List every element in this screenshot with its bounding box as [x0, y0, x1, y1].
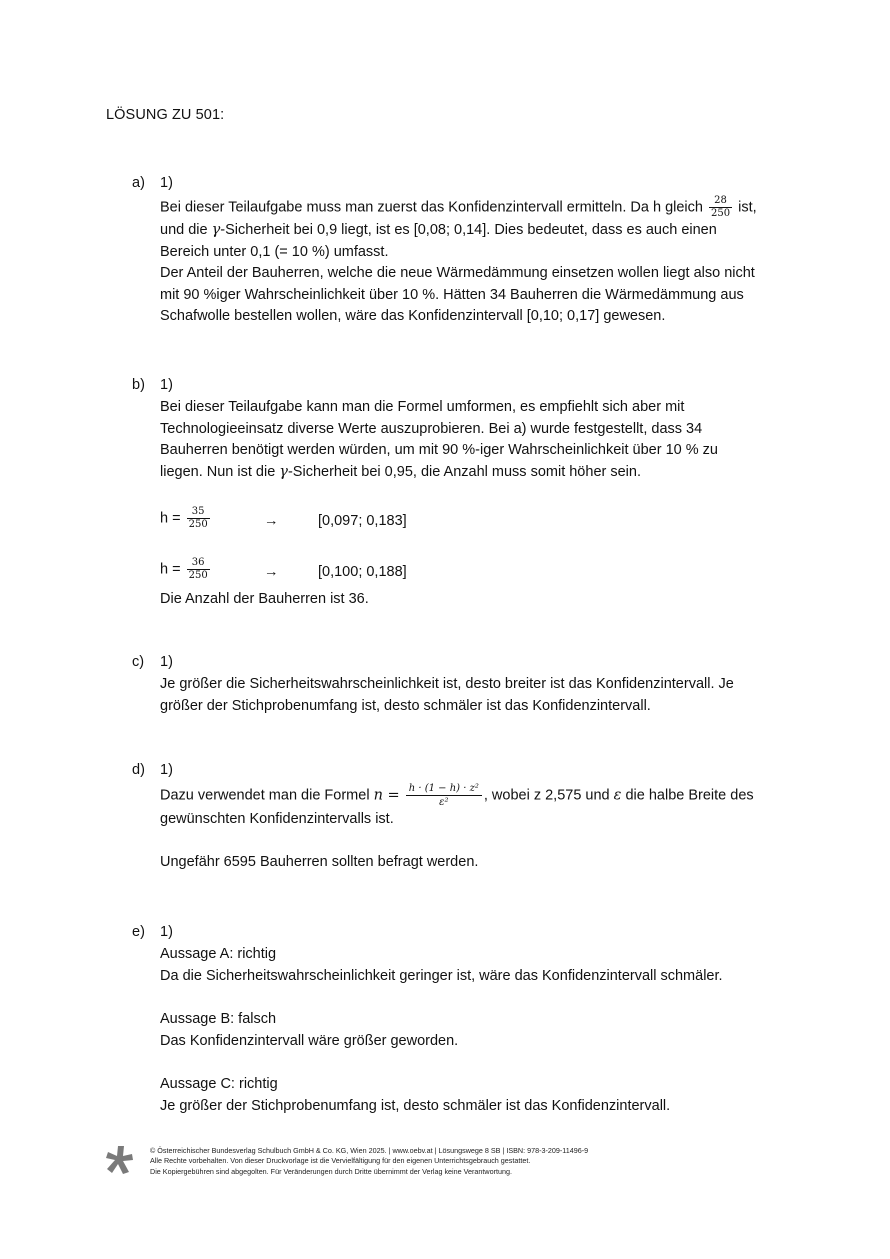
section-a-line — [160, 195, 790, 220]
fraction-numerator: 28 — [709, 195, 732, 208]
section-b-line: Technologieeinsatz diverse Werte auszuprobieren. Bei a) wurde festgestellt, dass 34 — [160, 420, 703, 437]
liability-line: Die Kopiergebühren sind abgegolten. Für Veränderungen durch Dritte übernimmt der Verlag keine Verantwortung. — [150, 1166, 512, 1176]
formula-numerator: h · (1 − h) · z² — [406, 782, 482, 796]
section-b-text — [160, 397, 790, 483]
section-a-line: Der Anteil der Bauherren, welche die neue Wärmedämmung einsetzen wollen liegt also nicht — [160, 265, 755, 282]
section-a-line: Schafwolle bestellen wollen, wäre das Konfidenzintervall [0,10; 0,17] gewesen. — [160, 308, 666, 325]
section-a-line: mit 90 %iger Wahrscheinlichkeit über 10 %. Hätten 34 Bauherren die Wärmedämmung aus — [160, 286, 744, 303]
section-e-letter: e) — [132, 924, 145, 940]
section-c-letter: c) — [132, 654, 145, 670]
text-fragment: und die — [160, 222, 208, 238]
fraction-28-250 — [709, 195, 732, 220]
fraction-36-250 — [187, 557, 210, 582]
text-fragment: liegen. Nun ist die — [160, 463, 276, 480]
arrow-right-icon: → — [264, 564, 279, 580]
section-e-number: 1) — [160, 924, 173, 940]
statement-c-text: Je größer der Stichprobenumfang ist, desto schmäler ist das Konfidenzintervall. — [160, 1097, 671, 1114]
section-b-line: Bauherren benötigt werden würden, um mit 90 %-iger Wahrscheinlichkeit über 10 % zu — [160, 442, 718, 459]
confidence-interval: [0,097; 0,183] — [318, 513, 407, 529]
section-a-text — [160, 195, 790, 328]
publisher-logo-icon — [104, 1144, 136, 1176]
gamma-symbol: γ — [211, 222, 221, 238]
calc-row-35 — [160, 506, 760, 536]
section-e-text — [160, 944, 790, 1118]
statement-b-text: Das Konfidenzintervall wäre größer geworden. — [160, 1032, 459, 1049]
text-fragment: Bei dieser Teilaufgabe muss man zuerst das Konfidenzintervall ermitteln. Da h gleich — [160, 199, 703, 216]
section-c-line: Je größer die Sicherheitswahrscheinlichkeit ist, desto breiter ist das Konfidenzintervall. Je — [160, 676, 734, 692]
section-c-number: 1) — [160, 654, 173, 670]
section-b-line: Bei dieser Teilaufgabe kann man die Formel umformen, es empfiehlt sich aber mit — [160, 399, 685, 415]
text-fragment: -Sicherheit bei 0,95, die Anzahl muss somit höher sein. — [287, 463, 641, 480]
text-fragment: die halbe Breite des — [625, 787, 754, 804]
statement-c-head: Aussage C: richtig — [160, 1076, 278, 1093]
section-d-text — [160, 782, 790, 873]
section-b-number: 1) — [160, 377, 173, 393]
fraction-denominator: 250 — [711, 208, 731, 219]
fraction-denominator: 250 — [188, 519, 208, 530]
arrow-right-icon: → — [264, 513, 279, 529]
text-fragment: , wobei z 2,575 und — [483, 787, 610, 804]
section-b-line — [160, 462, 790, 484]
text-fragment: -Sicherheit bei 0,9 liegt, ist es [0,08; 0,14]. Dies bedeutet, dass es auch einen — [220, 222, 717, 238]
h-equals: h = — [160, 510, 181, 527]
section-d-letter: d) — [132, 762, 145, 778]
footer-text — [150, 1146, 588, 1177]
section-d-line: gewünschten Konfidenzintervalls ist. — [160, 811, 394, 827]
calc-lhs — [160, 506, 212, 531]
h-equals: h = — [160, 561, 181, 578]
calc-lhs — [160, 557, 212, 582]
calc-row-36 — [160, 557, 760, 587]
rights-line: Alle Rechte vorbehalten. Von dieser Druckvorlage ist die Vervielfältigung für den eigenen Unterrichtsgebrauch gestattet. — [150, 1156, 531, 1166]
section-c-line: größer der Stichprobenumfang ist, desto schmäler ist das Konfidenzintervall. — [160, 697, 651, 714]
section-b-conclusion — [160, 589, 790, 611]
formula-denominator: ε² — [439, 797, 449, 808]
fraction-numerator: 36 — [187, 557, 210, 570]
fraction-numerator: 35 — [187, 506, 210, 519]
section-a-number: 1) — [160, 175, 173, 191]
sample-size-formula — [406, 782, 482, 809]
confidence-interval: [0,100; 0,188] — [318, 564, 407, 580]
conclusion-text: Die Anzahl der Bauherren ist 36. — [160, 591, 369, 607]
section-d-formula-line — [160, 782, 790, 809]
section-b-letter: b) — [132, 377, 145, 393]
section-a-line — [160, 220, 790, 242]
text-fragment: Dazu verwendet man die Formel — [160, 787, 370, 804]
formula-lhs: n = — [373, 787, 400, 804]
statement-b-head: Aussage B: falsch — [160, 1011, 277, 1028]
gamma-symbol: γ — [279, 463, 288, 480]
footer — [104, 1142, 804, 1182]
section-d-number: 1) — [160, 762, 173, 778]
text-fragment: ist, — [738, 199, 757, 216]
fraction-denominator: 250 — [188, 570, 208, 581]
section-c-text — [160, 674, 790, 717]
statement-a-head: Aussage A: richtig — [160, 946, 277, 962]
epsilon-symbol: ε — [613, 787, 622, 804]
statement-a-text: Da die Sicherheitswahrscheinlichkeit geringer ist, wäre das Konfidenzintervall schmäler. — [160, 967, 723, 984]
section-a-line: Bereich unter 0,1 (= 10 %) umfasst. — [160, 243, 389, 260]
section-a-letter: a) — [132, 175, 145, 191]
page-title: LÖSUNG ZU 501: — [106, 107, 225, 123]
section-d-result: Ungefähr 6595 Bauherren sollten befragt werden. — [160, 853, 479, 870]
fraction-35-250 — [187, 506, 210, 531]
copyright-line: © Österreichischer Bundesverlag Schulbuch GmbH & Co. KG, Wien 2025. | www.oebv.at | Lösungswege 8 SB | ISBN: 978-3-209-11496-9 — [150, 1146, 589, 1155]
